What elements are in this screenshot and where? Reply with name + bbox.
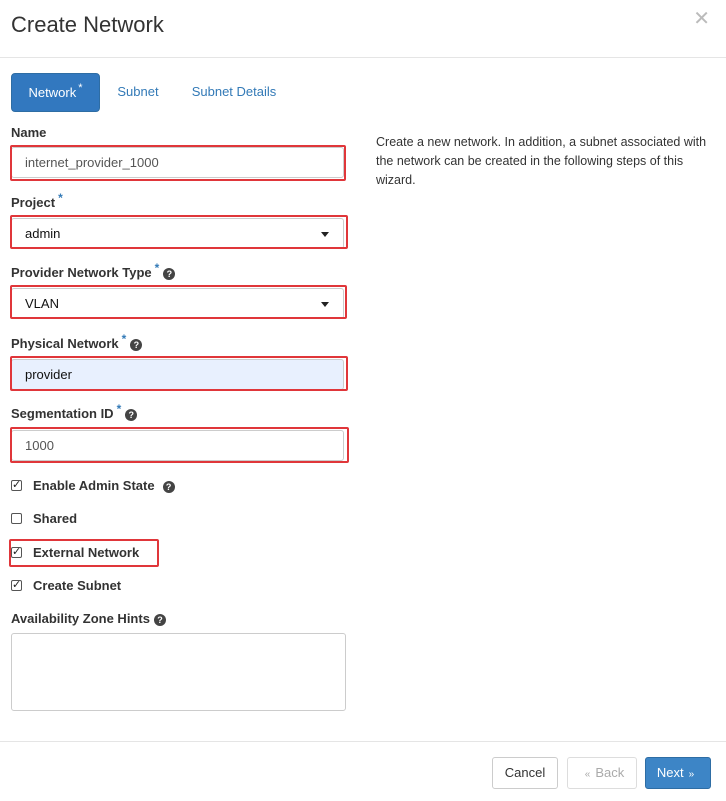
name-label: Name [11, 125, 47, 140]
tab-subnet-label: Subnet [117, 84, 159, 99]
required-mark: * [121, 332, 127, 346]
external-network-checkbox[interactable]: ✓ [12, 546, 22, 558]
question-circle-icon[interactable]: ? [163, 481, 175, 493]
next-button-label: Next [656, 765, 684, 780]
question-circle-icon[interactable]: ? [163, 268, 175, 280]
name-input-value: internet_provider_1000 [25, 155, 159, 170]
required-mark: * [58, 191, 63, 205]
cancel-button-label: Cancel [504, 765, 546, 780]
enable-admin-state-checkbox[interactable]: ✓ [12, 479, 22, 491]
physical-network-label: Physical Network * ? [11, 336, 142, 351]
modal-title: Create Network [11, 12, 164, 37]
question-circle-icon[interactable]: ? [154, 614, 166, 626]
tab-subnet[interactable] [107, 73, 169, 112]
provider-network-type-label: Provider Network Type * ? [11, 265, 175, 280]
required-mark: * [78, 82, 83, 94]
modal-header [0, 0, 726, 58]
shared-label: Shared [33, 511, 78, 526]
back-arrow-icon: « [584, 769, 591, 780]
back-button-label: Back [595, 765, 625, 780]
project-select[interactable] [11, 218, 344, 249]
required-mark: * [154, 261, 160, 275]
tab-subnet-details[interactable] [181, 73, 287, 112]
back-button[interactable] [567, 757, 637, 789]
cancel-button[interactable] [492, 757, 558, 789]
caret-down-icon [321, 302, 329, 307]
close-icon[interactable]: ✕ [693, 8, 710, 30]
name-input[interactable] [11, 147, 344, 178]
segmentation-id-input[interactable] [11, 430, 344, 461]
project-select-value: admin [25, 226, 61, 241]
availability-zone-hints-list[interactable] [11, 633, 346, 711]
required-mark: * [116, 402, 122, 416]
segmentation-id-label: Segmentation ID * ? [11, 406, 137, 421]
tab-network[interactable] [11, 73, 100, 112]
tab-subnet-details-label: Subnet Details [191, 84, 277, 99]
availability-zone-hints-label: Availability Zone Hints ? [11, 611, 166, 626]
tab-network-label: Network [28, 85, 77, 100]
next-button[interactable] [645, 757, 711, 789]
shared-checkbox[interactable] [11, 513, 22, 524]
physical-network-value: provider [25, 367, 72, 382]
external-network-label: External Network [33, 545, 140, 560]
provider-network-type-select[interactable] [11, 288, 344, 319]
segmentation-id-value: 1000 [25, 438, 54, 453]
help-text: Create a new network. In addition, a subnet associated with the network can be created in the following steps of this wizard. [376, 135, 707, 187]
question-circle-icon[interactable]: ? [125, 409, 137, 421]
enable-admin-state-label: Enable Admin State [33, 478, 155, 493]
question-circle-icon[interactable]: ? [130, 339, 142, 351]
create-subnet-checkbox[interactable]: ✓ [12, 579, 22, 591]
next-arrow-icon: » [688, 769, 695, 780]
caret-down-icon [321, 232, 329, 237]
provider-network-type-value: VLAN [25, 296, 59, 311]
project-label: Project * [11, 191, 63, 210]
physical-network-input[interactable] [11, 359, 344, 390]
create-subnet-label: Create Subnet [33, 578, 122, 593]
